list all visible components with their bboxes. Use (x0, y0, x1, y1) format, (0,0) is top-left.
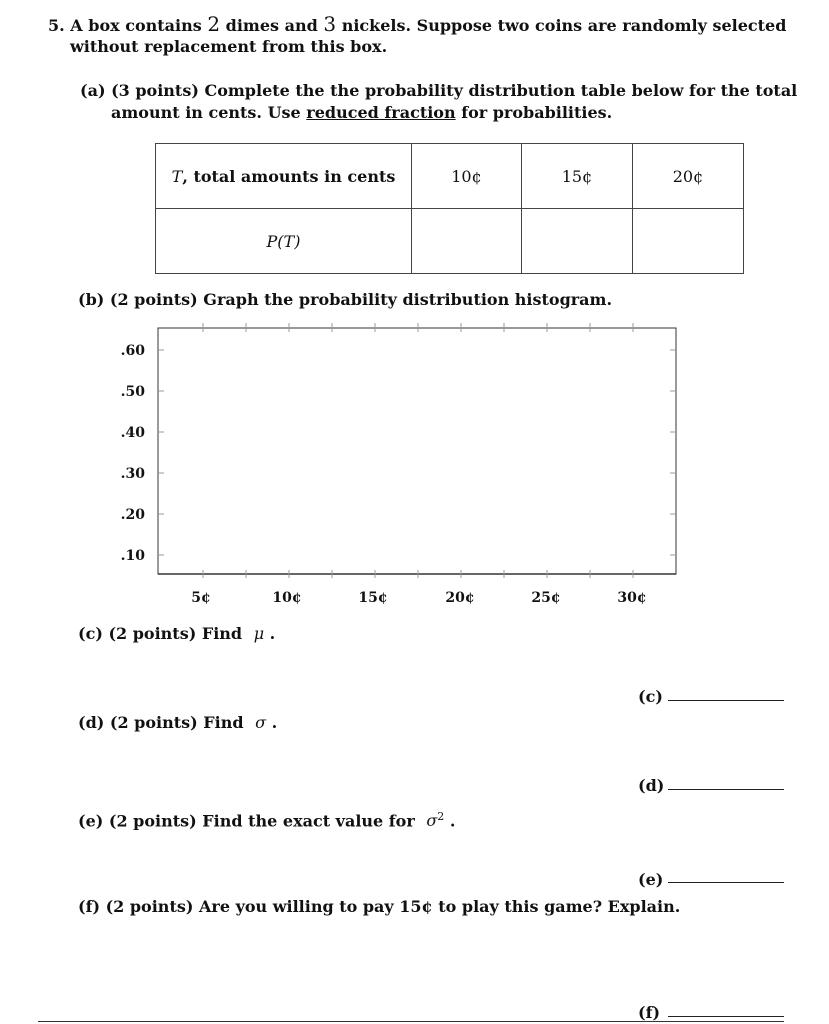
table-cell-p10[interactable] (412, 209, 522, 274)
y-tick-label: .10 (120, 548, 145, 564)
x-tick-label: 15¢ (358, 590, 388, 606)
part-b-text: Graph the probability distribution histogram. (203, 290, 613, 309)
part-a-text2-post: for probabilities. (461, 103, 613, 122)
sigma-symbol: σ (255, 713, 267, 732)
x-tick-label: 5¢ (191, 590, 211, 606)
part-d-line (78, 712, 277, 734)
table-cell-p15[interactable] (522, 209, 633, 274)
part-d-end: . (271, 713, 278, 732)
x-tick-label: 20¢ (445, 590, 475, 606)
part-d-text: Find (203, 713, 244, 732)
question-number: 5. (48, 16, 65, 35)
histogram-graph[interactable] (0, 315, 829, 615)
t-header-text: , total amounts in cents (182, 166, 396, 186)
part-c-end: . (269, 624, 276, 643)
x-tick-label: 25¢ (531, 590, 561, 606)
table-col-10c: 10¢ (412, 144, 522, 209)
intro-part1: A box contains (70, 16, 202, 35)
y-tick-label: .30 (120, 466, 145, 482)
reduced-fraction-link: reduced fraction (306, 103, 456, 122)
y-tick-label: .60 (120, 343, 145, 359)
part-e-text: Find the exact value for (202, 811, 415, 831)
answer-d-label: (d) (638, 776, 665, 795)
mu-symbol: μ (253, 624, 265, 643)
x-tick-label: 10¢ (272, 590, 302, 606)
answer-e-label: (e) (638, 870, 664, 889)
answer-f-blank[interactable] (668, 1016, 784, 1017)
y-tick-label: .40 (120, 425, 145, 441)
y-tick-label: .50 (120, 384, 145, 400)
table-header-t (156, 144, 412, 209)
part-b-label: (b) (2 points) (78, 290, 198, 309)
part-d-label: (d) (2 points) (78, 713, 198, 732)
part-f-text: Are you willing to pay 15¢ to play this game? Explain. (198, 897, 681, 916)
intro-part2: dimes and (225, 16, 318, 35)
table-col-20c: 20¢ (633, 144, 744, 209)
nickels-count: 3 (323, 12, 337, 36)
graph-frame (158, 328, 676, 574)
part-a-label: (a) (3 points) (80, 81, 199, 100)
table-header-pt: P(T) (156, 209, 412, 274)
part-f-label: (f) (2 points) (78, 897, 194, 916)
answer-c-label: (c) (638, 687, 663, 706)
part-e-line (78, 806, 455, 832)
part-a-line1 (80, 80, 797, 102)
table-row-probabilities (156, 209, 744, 274)
part-c-label: (c) (2 points) (78, 624, 197, 643)
table-cell-p20[interactable] (633, 209, 744, 274)
t-variable: T (171, 166, 183, 186)
part-e-label: (e) (2 points) (78, 811, 197, 831)
part-b-line (78, 289, 612, 311)
answer-e-blank[interactable] (668, 882, 784, 883)
part-a-line2 (111, 102, 612, 124)
exponent-2: 2 (437, 810, 445, 823)
part-f-line (78, 896, 680, 918)
probability-distribution-table (155, 143, 744, 274)
y-tick-label: .20 (120, 507, 145, 523)
sigma-squared-symbol: σ (426, 811, 438, 831)
x-tick-label: 30¢ (617, 590, 647, 606)
part-c-line (78, 623, 275, 645)
page-bottom-rule (38, 1021, 784, 1022)
table-row-values (156, 144, 744, 209)
part-a-text1: Complete the the probability distribution table below for the total (204, 81, 798, 100)
answer-c-blank[interactable] (668, 700, 784, 701)
part-c-text: Find (201, 624, 243, 643)
part-a-text2-pre: amount in cents. Use (111, 103, 301, 122)
question-intro-line2: without replacement from this box. (70, 37, 388, 56)
question-intro-line1 (48, 13, 786, 37)
part-e-end: . (449, 811, 456, 831)
table-col-15c: 15¢ (522, 144, 633, 209)
intro-part3: nickels. Suppose two coins are randomly selected (341, 16, 787, 35)
answer-f-label: (f) (638, 1003, 661, 1022)
dimes-count: 2 (207, 12, 221, 36)
answer-d-blank[interactable] (668, 789, 784, 790)
